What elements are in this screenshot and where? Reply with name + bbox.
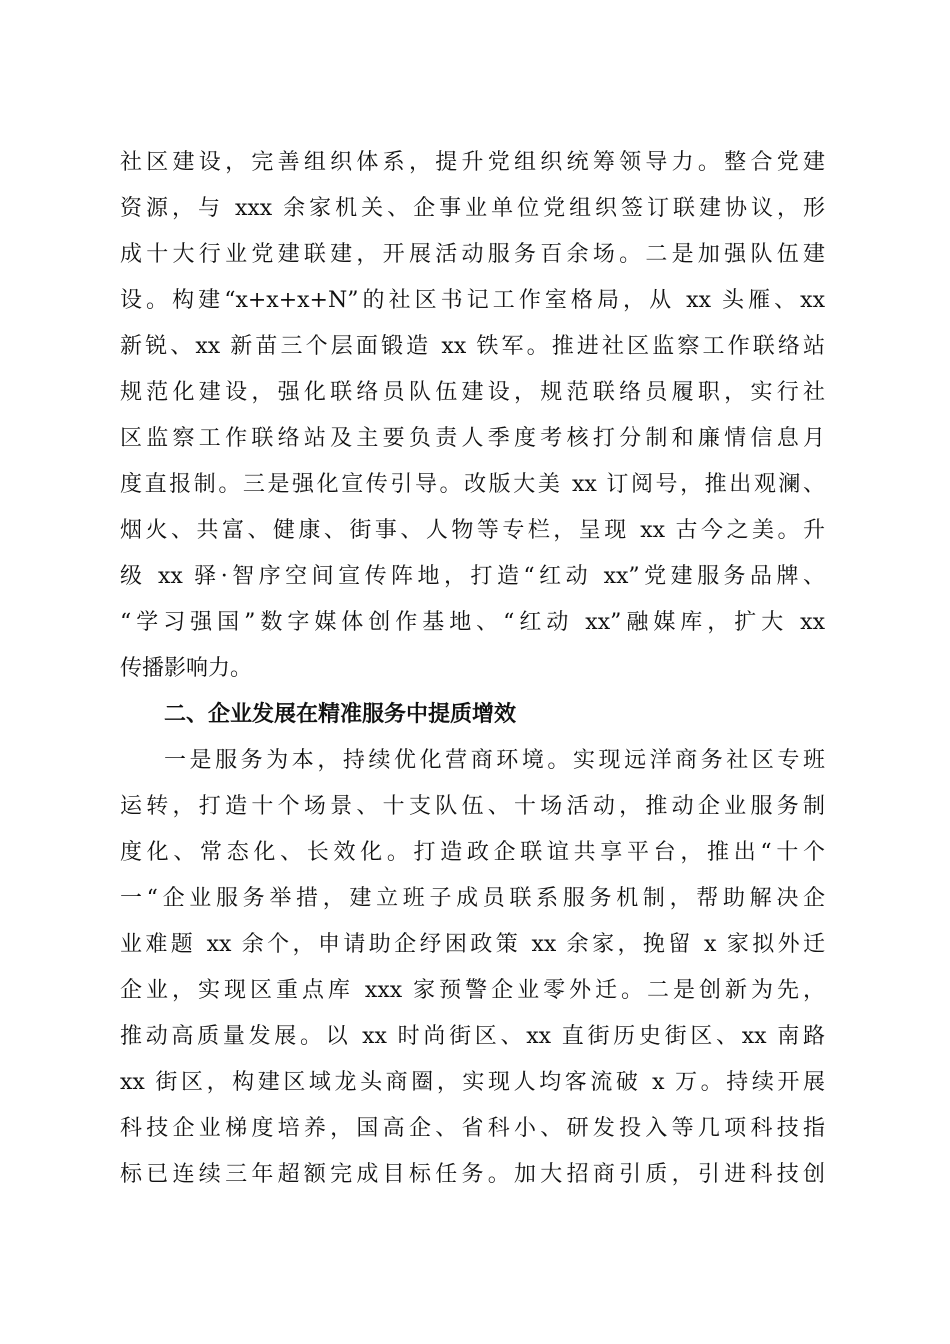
document-body: [120, 140, 825, 1198]
text-line: 区监察工作联络站及主要负责人季度考核打分制和廉情信息月: [120, 426, 825, 451]
text-line: 级 xx 驿·智序空间宣传阵地，打造“红动 xx”党建服务品牌、: [120, 564, 825, 589]
text-line: 资源，与 xxx 余家机关、企事业单位党组织签订联建协议，形: [120, 196, 825, 221]
text-line: 传播影响力。: [120, 656, 253, 681]
text-line: 运转，打造十个场景、十支队伍、十场活动，推动企业服务制: [120, 794, 825, 819]
text-line: 企业，实现区重点库 xxx 家预警企业零外迁。二是创新为先，: [120, 978, 825, 1003]
text-line: 新锐、xx 新苗三个层面锻造 xx 铁军。推进社区监察工作联络站: [120, 334, 825, 359]
text-line: 烟火、共富、健康、街事、人物等专栏，呈现 xx 古今之美。升: [120, 518, 825, 543]
section-heading: 二、企业发展在精准服务中提质增效: [164, 702, 517, 727]
text-line: 成十大行业党建联建，开展活动服务百余场。二是加强队伍建: [120, 242, 825, 267]
paragraph-party-building: [120, 140, 825, 692]
text-line: 度化、常态化、长效化。打造政企联谊共享平台，推出“十个: [120, 840, 825, 865]
text-line: 度直报制。三是强化宣传引导。改版大美 xx 订阅号，推出观澜、: [120, 472, 825, 497]
text-line: 规范化建设，强化联络员队伍建设，规范联络员履职，实行社: [120, 380, 825, 405]
text-line: 业难题 xx 余个，申请助企纾困政策 xx 余家，挽留 x 家拟外迁: [120, 932, 825, 957]
text-line: 设。构建“x+x+x+N”的社区书记工作室格局，从 xx 头雁、xx: [120, 288, 825, 313]
text-line: 一“企业服务举措，建立班子成员联系服务机制，帮助解决企: [120, 886, 825, 911]
text-line: 推动高质量发展。以 xx 时尚街区、xx 直街历史街区、xx 南路: [120, 1024, 825, 1049]
text-line: “学习强国”数字媒体创作基地、“红动 xx”融媒库，扩大 xx: [120, 610, 825, 635]
paragraph-first-line: 一是服务为本，持续优化营商环境。实现远洋商务社区专班: [164, 748, 825, 773]
text-line: 社区建设，完善组织体系，提升党组织统筹领导力。整合党建: [120, 150, 825, 175]
paragraph-enterprise-development: [120, 738, 825, 1198]
text-line: 标已连续三年超额完成目标任务。加大招商引质，引进科技创: [120, 1162, 825, 1187]
text-line: xx 街区，构建区域龙头商圈，实现人均客流破 x 万。持续开展: [120, 1070, 825, 1095]
text-line: 科技企业梯度培养，国高企、省科小、研发投入等几项科技指: [120, 1116, 825, 1141]
